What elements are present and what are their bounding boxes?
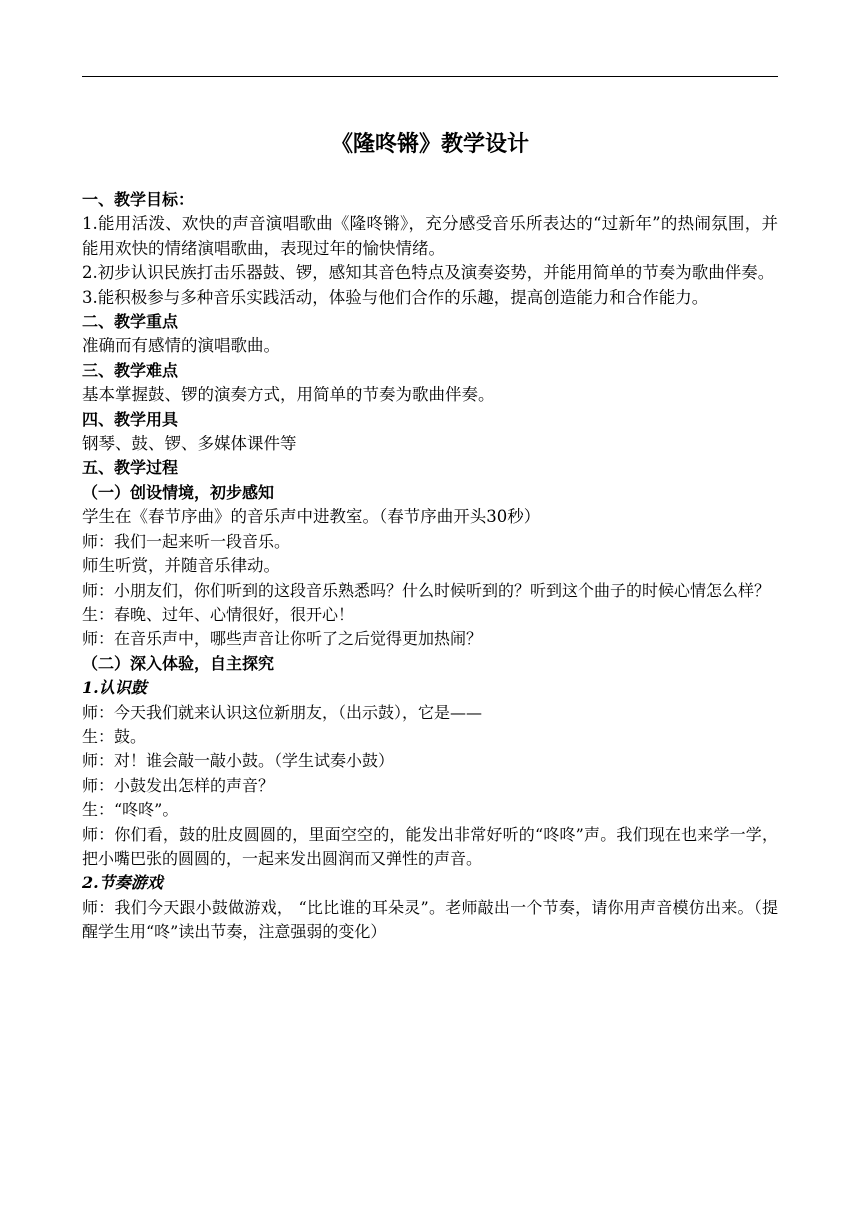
dialog-line: 师：我们今天跟小鼓做游戏， “比比谁的耳朵灵”。老师敲出一个节奏，请你用声音模仿出来。（提醒学生用“咚”读出节奏，注意强弱的变化） [82, 897, 778, 942]
document-title: 《隆咚锵》教学设计 [330, 132, 529, 157]
dialog-line: 师：在音乐声中，哪些声音让你听了之后觉得更加热闹？ [82, 629, 483, 649]
paragraph: 学生在《春节序曲》的音乐声中进教室。（春节序曲开头30秒） [82, 507, 541, 527]
dialog-line: 师：你们看，鼓的肚皮圆圆的，里面空空的，能发出非常好听的“咚咚”声。我们现在也来学一学，把小嘴巴张的圆圆的，一起来发出圆润而又弹性的声音。 [82, 824, 778, 868]
item-heading: 2.节奏游戏 [82, 873, 163, 893]
paragraph: 准确而有感情的演唱歌曲。 [82, 336, 280, 356]
dialog-line: 师：今天我们就来认识这位新朋友，（出示鼓），它是—— [82, 702, 483, 722]
section-heading: 一、教学目标： [82, 190, 195, 209]
dialog-line: 生：春晚、过年、心情很好，很开心！ [82, 604, 355, 624]
paragraph: 师生听赏，并随音乐律动。 [82, 556, 280, 576]
paragraph: 3.能积极参与多种音乐实践活动，体验与他们合作的乐趣，提高创造能力和合作能力。 [82, 287, 709, 307]
section-heading: 五、教学过程 [82, 458, 179, 478]
section-heading: 二、教学重点 [82, 312, 179, 332]
paragraph: 2.初步认识民族打击乐器鼓、锣，感知其音色特点及演奏姿势，并能用简单的节奏为歌曲伴奏。 [82, 263, 775, 283]
section-heading: 三、教学难点 [82, 360, 179, 380]
dialog-line: 师：对！谁会敲一敲小鼓。（学生试奏小鼓） [82, 751, 395, 771]
header-rule [82, 76, 778, 77]
paragraph: 1.能用活泼、欢快的声音演唱歌曲《隆咚锵》，充分感受音乐所表达的“过新年”的热闹氛围，并能用欢快的情绪演唱歌曲，表现过年的愉快情绪。 [82, 214, 778, 258]
section-heading: 四、教学用具 [82, 409, 179, 429]
item-heading: 1.认识鼓 [82, 678, 147, 698]
dialog-line: 师：小鼓发出怎样的声音？ [82, 775, 275, 795]
subsection-heading: （一）创设情境，初步感知 [82, 482, 275, 502]
dialog-line: 师：我们一起来听一段音乐。 [82, 531, 291, 551]
dialog-line: 师：小朋友们，你们听到的这段音乐熟悉吗？什么时候听到的？听到这个曲子的时候心情怎么样？ [82, 580, 771, 600]
dialog-line: 生：“咚咚”。 [82, 800, 179, 820]
paragraph: 钢琴、鼓、锣、多媒体课件等 [82, 434, 297, 454]
paragraph: 基本掌握鼓、锣的演奏方式，用简单的节奏为歌曲伴奏。 [82, 385, 495, 405]
subsection-heading: （二）深入体验，自主探究 [82, 653, 275, 673]
dialog-line: 生：鼓。 [82, 726, 147, 746]
document-body [82, 188, 778, 945]
